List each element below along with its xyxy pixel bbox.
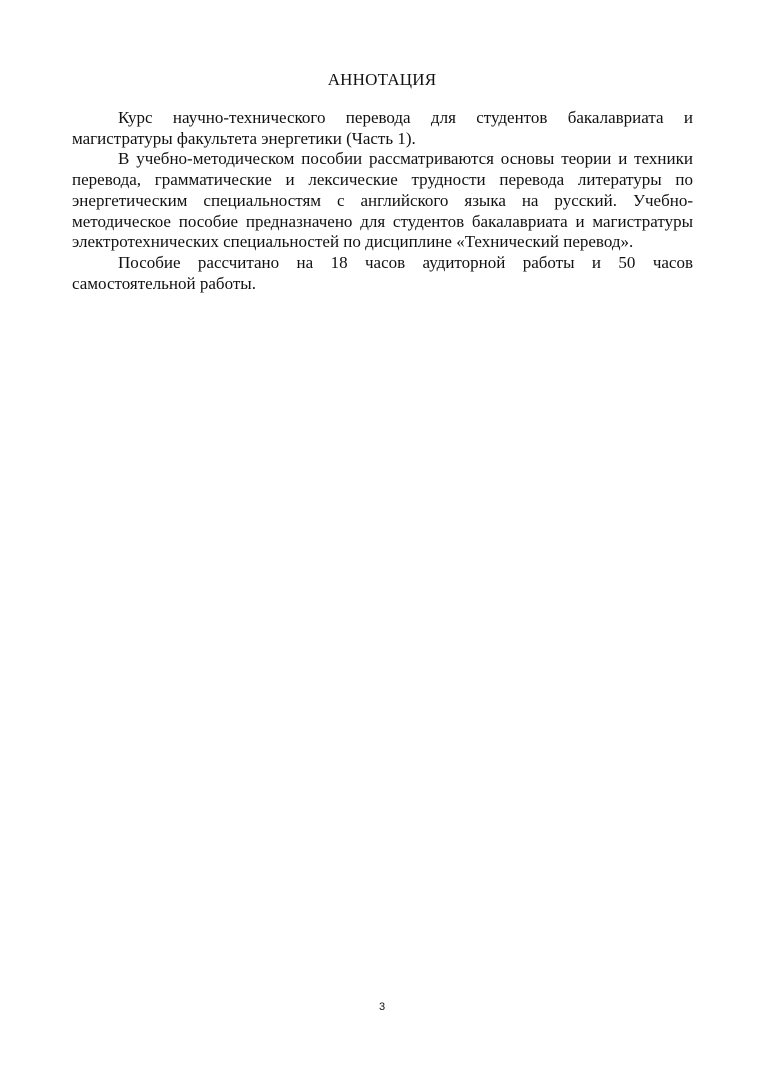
annotation-body (72, 108, 693, 294)
paragraph-manual-contents: В учебно-методическом пособии рассматриваются основы теории и техники перевода, грамматические и лексические трудности перевода литературы по энергетическим специальностям с английского языка на русский. Учебно-методическое пособие предназначено для студентов бакалавриата и магистратуры электротехнических специальностей по дисциплине «Технический перевод». (72, 149, 693, 252)
document-title: АННОТАЦИЯ (327, 70, 437, 89)
page-number: 3 (378, 1001, 386, 1013)
paragraph-hours: Пособие рассчитано на 18 часов аудиторной работы и 50 часов самостоятельной работы. (72, 252, 693, 293)
paragraph-course-description: Курс научно-технического перевода для студентов бакалавриата и магистратуры факультета энергетики (Часть 1). (72, 108, 693, 148)
